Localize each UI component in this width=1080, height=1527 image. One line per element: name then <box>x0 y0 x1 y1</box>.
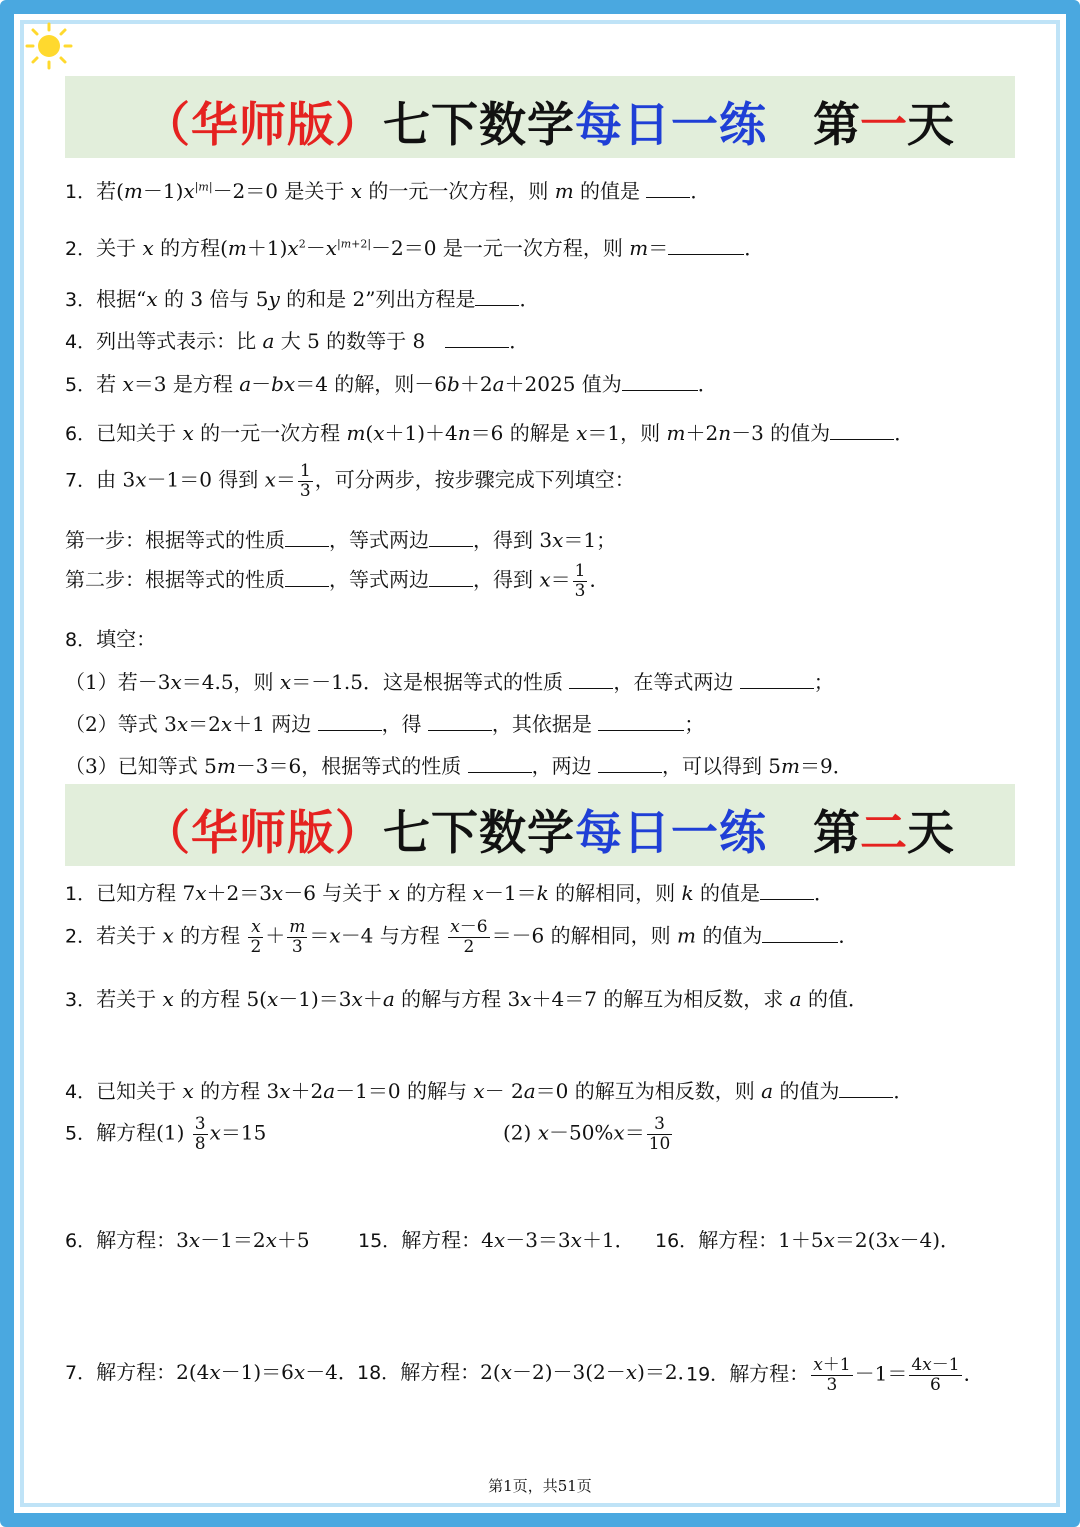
sun-icon <box>24 20 74 70</box>
banner-title: （华师版）七下数学每日一练 <box>143 98 767 153</box>
q8-part-2: （2）等式 3x＝2x＋1 两边 ，得 ，其依据是 ； <box>65 712 705 736</box>
question-3: 3．根据“x 的 3 倍与 5y 的和是 2”列出方程是 ． <box>65 287 540 311</box>
question-8: 8．填空： <box>65 627 157 651</box>
page-footer: 第1页，共51页 <box>488 1477 592 1495</box>
question-7: 7．由 3x－1＝0 得到 x＝ $\frac{1}{3}$ ，可分两步，按步骤完成下列填空： <box>65 461 635 501</box>
d2-question-5b: (2) x－50%x＝ $\frac{3}{10}$ <box>503 1114 671 1154</box>
question-2: 2．关于 x 的方程$(m+1)x^2-x^{|m+2|}-2=0$ 是一元一次方程，则 m＝ ． <box>65 236 765 260</box>
d2-question-7: 7．解方程：2(4x－1)＝6x－4． <box>65 1360 358 1384</box>
q7-step-1: 第一步：根据等式的性质 ，等式两边 ，得到 3x＝1； <box>65 528 617 552</box>
q7-step-2: 第二步：根据等式的性质 ，等式两边 ，得到 x＝ $\frac{1}{3}$ ． <box>65 561 610 601</box>
d2-question-6: 6．解方程：3x－1＝2x＋5 <box>65 1228 310 1252</box>
d2-question-1: 1．已知方程 7x＋2＝3x－6 与关于 x 的方程 x－1＝k 的解相同，则 k 的值是 ． <box>65 881 834 905</box>
banner-day: 第二天 <box>813 806 954 861</box>
d2-question-19: 19．解方程： $\frac{x+1}{3}$ －1＝ $\frac{4x-1}{6}$ ． <box>686 1355 984 1395</box>
d2-question-16: 16．解方程：1＋5x＝2(3x－4)． <box>655 1228 960 1252</box>
d2-question-18: 18．解方程：2(x－2)－3(2－x)＝2． <box>357 1360 698 1384</box>
d2-question-4: 4．已知关于 x 的方程 3x＋2a－1＝0 的解与 x－ 2a＝0 的解互为相反数，则 a 的值为 ． <box>65 1079 914 1103</box>
question-5: 5．若 x＝3 是方程 a－bx＝4 的解，则－6b＋2a＋2025 值为 ． <box>65 372 718 396</box>
q8-part-3: （3）已知等式 5m－3＝6，根据等式的性质 ，两边 ，可以得到 5m＝9． <box>65 754 853 778</box>
question-6: 6．已知关于 x 的一元一次方程 m(x＋1)＋4n＝6 的解是 x＝1，则 m＋2n－3 的值为 ． <box>65 421 915 445</box>
q8-part-1: （1）若－3x＝4.5，则 x＝－1.5．这是根据等式的性质 ，在等式两边 ； <box>65 670 834 694</box>
banner-title: （华师版）七下数学每日一练 <box>143 806 767 861</box>
d2-question-15: 15．解方程：4x－3＝3x＋1． <box>358 1228 635 1252</box>
banner-day-2 <box>65 784 1015 866</box>
banner-day-1 <box>65 76 1015 158</box>
question-4: 4．列出等式表示：比 a 大 5 的数等于 8 ． <box>65 329 530 353</box>
banner-day: 第一天 <box>813 98 954 153</box>
d2-question-5: 5．解方程(1) $\frac{3}{8}$ x＝15 <box>65 1114 267 1154</box>
question-1: 1．若$(m-1)x^{|m|}-2=0$ 是关于 x 的一元一次方程，则 m 的值是 ． <box>65 179 711 203</box>
d2-question-2: 2．若关于 x 的方程 $\frac{x}{2}$ ＋ $\frac{m}{3}$ ＝x－4 与方程 $\frac{x-6}{2}$ ＝－6 的解相同，则 m 的值为 ． <box>65 917 859 957</box>
d2-question-3: 3．若关于 x 的方程 5(x－1)＝3x＋a 的解与方程 3x＋4＝7 的解互为相反数，求 a 的值． <box>65 987 868 1011</box>
